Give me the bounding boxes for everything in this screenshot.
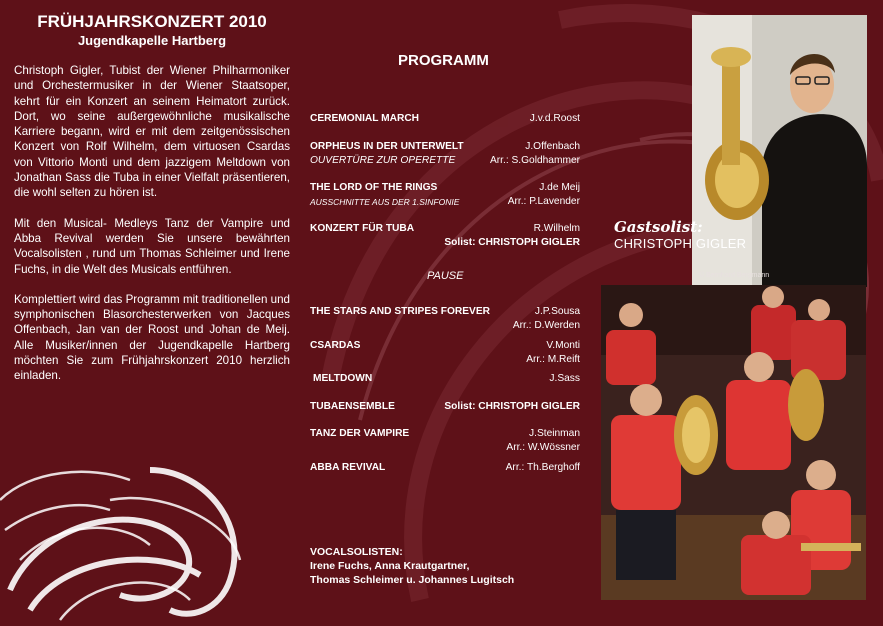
guest-name: CHRISTOPH GIGLER bbox=[614, 236, 747, 251]
piece-solist: Solist: CHRISTOPH GIGLER bbox=[444, 237, 580, 248]
piece-title: THE STARS AND STRIPES FOREVER bbox=[310, 306, 490, 317]
concert-subtitle: Jugendkapelle Hartberg bbox=[77, 33, 227, 48]
piece-arranger: Arr.: M.Reift bbox=[526, 354, 580, 365]
program-item bbox=[310, 461, 580, 475]
piece-composer: R.Wilhelm bbox=[533, 223, 580, 234]
piece-composer: J.de Meij bbox=[539, 182, 580, 193]
piece-arranger: Arr.: W.Wössner bbox=[506, 442, 580, 453]
guest-label: Gastsolist: bbox=[614, 218, 703, 236]
vocal-names-line-2: Thomas Schleimer u. Johannes Lugitsch bbox=[310, 574, 515, 586]
intro-column bbox=[14, 12, 290, 399]
vocal-soloists bbox=[310, 545, 580, 587]
piece-title: MELTDOWN bbox=[313, 373, 373, 384]
orchestra-photo-illustration bbox=[601, 285, 866, 600]
orchestra-photo bbox=[601, 285, 866, 600]
program-item bbox=[310, 140, 580, 168]
intro-paragraph-2: Mit den Musical- Medleys Tanz der Vampire und Abba Revival werden Sie unsere bewährten Vocalsolisten , rund um Thomas Schleimer und Irene Fuchs, in die Welt des Musicals entführen. bbox=[14, 216, 290, 276]
piece-subtitle: AUSSCHNITTE AUS DER 1.SINFONIE bbox=[310, 197, 460, 207]
vocal-heading: VOCALSOLISTEN: bbox=[310, 546, 403, 558]
pause-label: PAUSE bbox=[427, 270, 464, 282]
program-item bbox=[310, 372, 580, 386]
piece-arranger: Arr.: P.Lavender bbox=[507, 196, 580, 207]
piece-arranger: Arr.: S.Goldhammer bbox=[489, 155, 580, 166]
piece-title: ABBA REVIVAL bbox=[310, 462, 386, 473]
piece-composer: J.P.Sousa bbox=[534, 306, 580, 317]
piece-composer: V.Monti bbox=[546, 340, 580, 351]
program-item bbox=[310, 427, 580, 455]
piece-title: ORPHEUS IN DER UNTERWELT bbox=[310, 141, 464, 152]
program-item bbox=[310, 112, 580, 126]
piece-subtitle: OUVERTÜRE ZUR OPERETTE bbox=[310, 155, 456, 166]
program-item bbox=[310, 222, 580, 250]
piece-title: KONZERT FÜR TUBA bbox=[310, 223, 415, 234]
piece-solist: Solist: CHRISTOPH GIGLER bbox=[444, 401, 580, 412]
intro-paragraph-3: Komplettiert wird das Programm mit traditionellen und symphonischen Blasorchesterwerken von Jacques Offenbach, Jan van der Roost und Johan de Meij. Alle Musiker/innen der Jugendkapelle Hartberg möchten Sie zum Frühjahrskonzert 2010 herzlich einladen. bbox=[14, 292, 290, 383]
piece-title: THE LORD OF THE RINGS bbox=[310, 182, 438, 193]
piece-title: CSARDAS bbox=[310, 340, 361, 351]
piece-title: CEREMONIAL MARCH bbox=[310, 113, 420, 124]
photo-credit: © Bernhard Bergmann bbox=[699, 272, 770, 279]
piece-composer: J.Steinman bbox=[529, 428, 580, 439]
guest-soloist-caption bbox=[614, 218, 794, 251]
program-item bbox=[310, 400, 580, 414]
program-item bbox=[310, 181, 580, 209]
piece-composer: J.Offenbach bbox=[525, 141, 580, 152]
program-item bbox=[310, 339, 580, 367]
piece-composer: J.v.d.Roost bbox=[529, 113, 580, 124]
concert-title: FRÜHJAHRSKONZERT 2010 bbox=[37, 12, 267, 31]
piece-title: TANZ DER VAMPIRE bbox=[310, 428, 410, 439]
intro-paragraph-1: Christoph Gigler, Tubist der Wiener Philharmoniker und Orchestermusiker in der Wiener Staatsoper, kehrt für ein Konzert an seinem Heimatort zurück. Dort, wo seine außergewöhnliche musikalische Karriere begann, wird er mit dem zeitgenössischen Konzert von Rolf Wilhelm, dem virtuosen Csardas von Vittorio Monti und dem jazzigem Meltdown von Jonathan Sass die Tuba in einer Vielfalt präsentieren, die wohl selten zu hören ist. bbox=[14, 64, 290, 200]
piece-composer: Arr.: Th.Berghoff bbox=[505, 462, 580, 473]
piece-composer: J.Sass bbox=[549, 373, 580, 384]
program-item bbox=[310, 305, 580, 333]
piece-title: TUBAENSEMBLE bbox=[310, 401, 395, 412]
program-heading: PROGRAMM bbox=[398, 52, 489, 69]
piece-arranger: Arr.: D.Werden bbox=[512, 320, 580, 331]
vocal-names-line-1: Irene Fuchs, Anna Krautgartner, bbox=[310, 560, 470, 572]
